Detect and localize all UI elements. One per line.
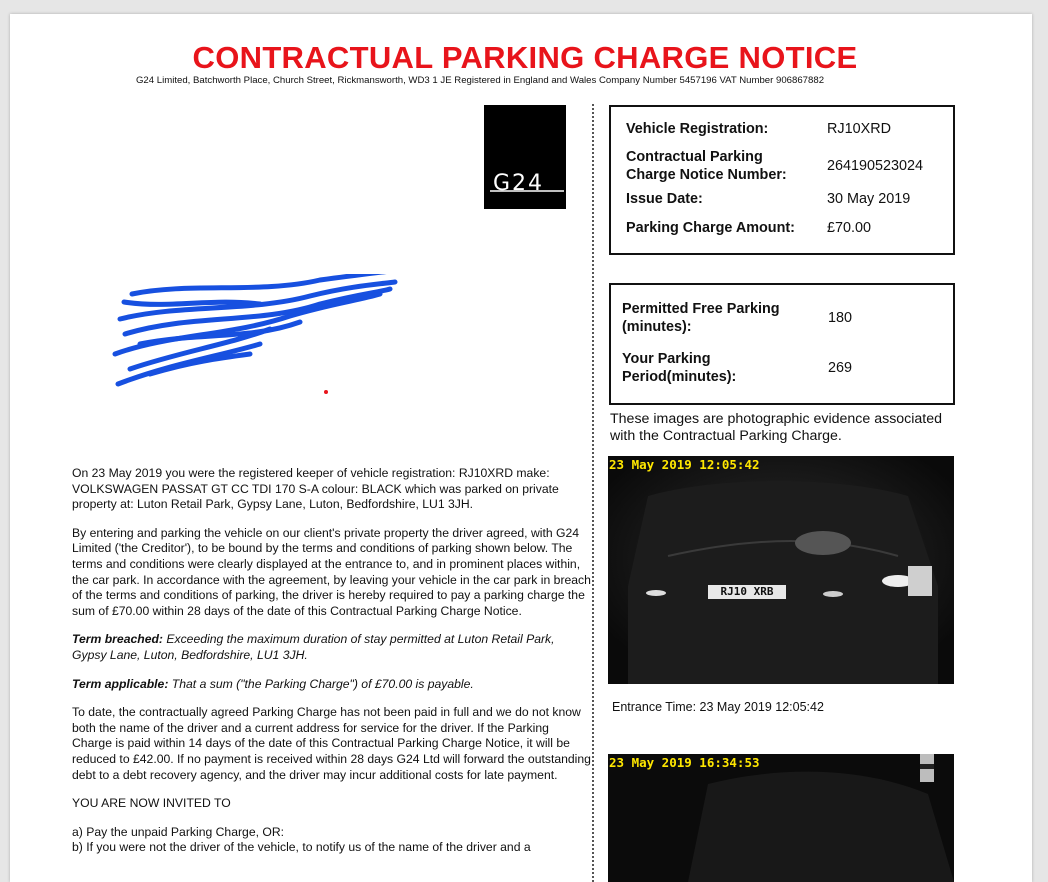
amount-label: Parking Charge Amount: (626, 220, 795, 236)
term-applicable-label: Term applicable: (72, 676, 169, 691)
issue-date-value: 30 May 2019 (827, 191, 911, 207)
notice-number-value: 264190523024 (827, 158, 924, 174)
redacted-address (110, 274, 410, 404)
notice-body (72, 466, 592, 869)
entrance-time: Entrance Time: 23 May 2019 12:05:42 (612, 700, 824, 714)
keeper-paragraph: On 23 May 2019 you were the registered keeper of vehicle registration: RJ10XRD make: VOLKSWAGEN PASSAT GT CC TDI 170 S-A colour: BLACK which was parked on private property at: Luton Retail Park, Gypsy Lane, Luton, Bedfordshire, LU1 3JH. (72, 466, 559, 512)
company-details: G24 Limited, Batchworth Place, Church Street, Rickmansworth, WD3 1 JE Registered in England and Wales Company Number 5457196 VAT Number 906867882 (135, 75, 825, 86)
term-breached (72, 632, 592, 663)
exit-car-image (608, 754, 954, 882)
car-rear-image (608, 456, 954, 684)
notice-title: CONTRACTUAL PARKING CHARGE NOTICE (192, 40, 858, 75)
entrance-photo (608, 456, 954, 684)
free-parking-label: Permitted Free Parking (minutes): (622, 301, 780, 335)
invite-heading: YOU ARE NOW INVITED TO (72, 796, 231, 811)
registration-value: RJ10XRD (827, 121, 891, 137)
logo-text: G24 (493, 171, 545, 196)
payment-paragraph: To date, the contractually agreed Parking Charge has not been paid in full and we do not know both the name of the driver and a current address for service for the driver. If the Parking Charge is paid within 14 days of the date of this Contractual Parking Charge Notice, it will be reduced to £42.00. If no payment is received within 28 days G24 Ltd will forward the outstanding debt to a debt recovery agency, and the driver may incur additional costs for late payment. (72, 705, 591, 782)
exit-timestamp: 23 May 2019 16:34:53 (609, 755, 760, 770)
column-divider (592, 104, 594, 882)
red-dot-mark (324, 390, 328, 394)
option-a: a) Pay the unpaid Parking Charge, OR: (72, 824, 285, 839)
evidence-note: These images are photographic evidence associated with the Contractual Parking Charge. (610, 411, 943, 444)
redaction-scribble (110, 274, 410, 404)
g24-logo (484, 105, 566, 209)
term-applicable-text: That a sum ("the Parking Charge") of £70.00 is payable. (168, 676, 474, 691)
terms-paragraph: By entering and parking the vehicle on our client's private property the driver agreed, with G24 Limited ('the Creditor'), to be bound by the terms and conditions of parking shown below. The terms and conditions were clearly displayed at the entrance to, and in prominent places within, the car park. In accordance with the agreement, by leaving your vehicle in the car park in breach of the terms and conditions of parking, the driver is hereby required to pay a parking charge the sum of £70.00 within 28 days of the date of this Contractual Parking Charge Notice. (72, 525, 591, 618)
exit-photo (608, 754, 954, 882)
number-plate: RJ10 XRB (708, 585, 786, 599)
parking-period-value: 269 (828, 360, 853, 376)
term-breached-label: Term breached: (72, 632, 163, 647)
parking-period-box (609, 283, 955, 405)
registration-label: Vehicle Registration: (626, 121, 769, 137)
term-breached-text: Exceeding the maximum duration of stay permitted at Luton Retail Park, Gypsy Lane, Luton, Bedfordshire, LU1 3JH. (72, 632, 555, 662)
notice-page (10, 14, 1032, 882)
vehicle-details-box (609, 105, 955, 255)
free-parking-value: 180 (828, 310, 853, 326)
entrance-timestamp: 23 May 2019 12:05:42 (609, 457, 760, 472)
issue-date-label: Issue Date: (626, 191, 703, 207)
term-applicable (72, 677, 592, 693)
parking-period-label: Your Parking Period(minutes): (622, 351, 737, 385)
option-b: b) If you were not the driver of the vehicle, to notify us of the name of the driver and a (72, 840, 531, 855)
amount-value: £70.00 (827, 220, 872, 236)
notice-number-label: Contractual Parking Charge Notice Number: (626, 149, 787, 183)
